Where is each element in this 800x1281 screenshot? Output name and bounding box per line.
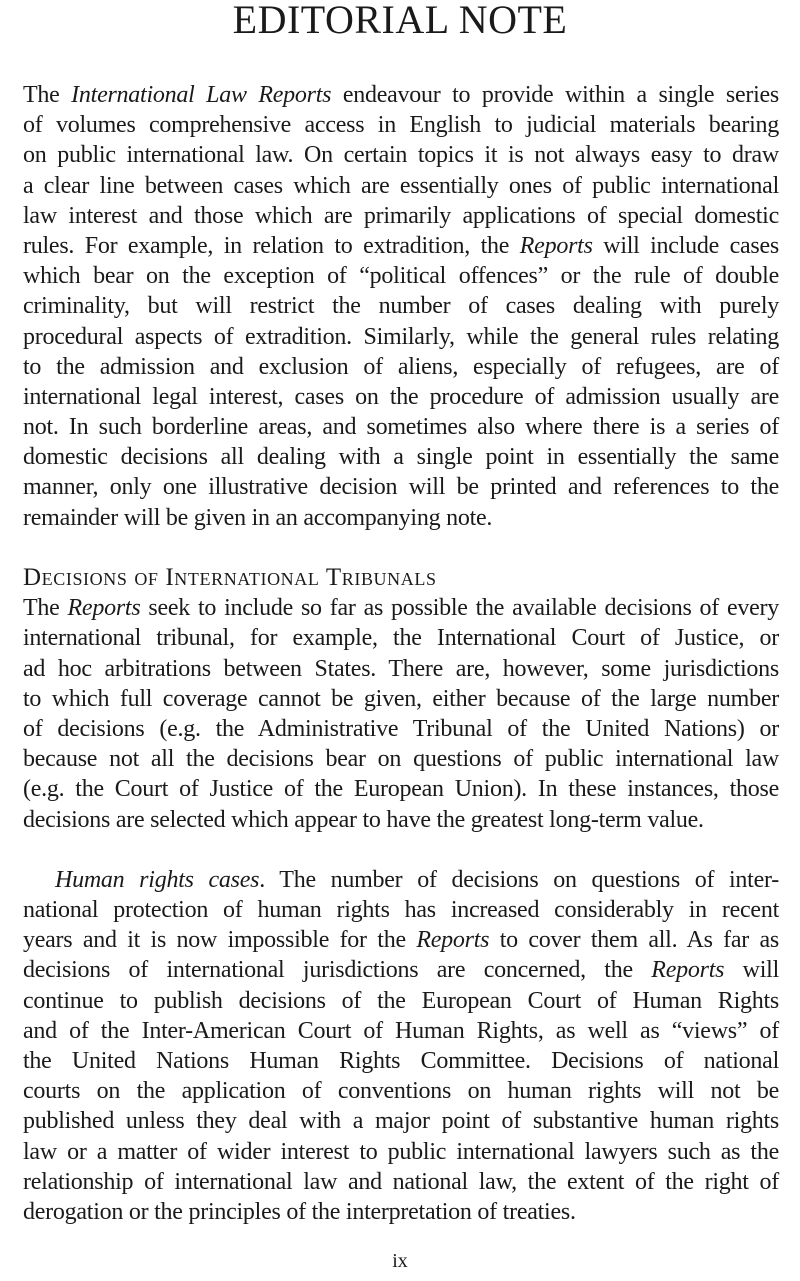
text-line <box>23 201 779 231</box>
page-title: EDITORIAL NOTE <box>232 0 568 42</box>
text-segment: will <box>724 957 779 984</box>
text-line <box>23 291 779 321</box>
text-segment: manner, only one illustrative decision will be printed and references to the <box>23 474 779 501</box>
text-line <box>23 472 779 502</box>
text-line <box>23 442 779 472</box>
text-line <box>23 774 779 804</box>
section-heading: Decisions of International Tribunals <box>23 564 437 591</box>
text-line <box>23 744 779 774</box>
text-segment: to cover them all. As far as <box>489 927 779 954</box>
text-segment: domestic decisions all dealing with a single point in essentially the same <box>23 444 779 471</box>
text-line <box>23 412 779 442</box>
text-segment: ad hoc arbitrations between States. There are, however, some jurisdictions <box>23 655 779 682</box>
text-segment: to which full coverage cannot be given, either because of the large number <box>23 685 779 712</box>
spacer <box>23 835 779 865</box>
text-line <box>23 1046 779 1076</box>
text-line <box>23 261 779 291</box>
text-segment: seek to include so far as possible the available decisions of every <box>140 595 779 622</box>
italic-text: Reports <box>416 927 490 954</box>
text-line <box>23 382 779 412</box>
text-segment: criminality, but will restrict the number of cases dealing with purely <box>23 293 779 320</box>
text-segment: law or a matter of wider interest to public international lawyers such as the <box>23 1138 779 1165</box>
text-segment: rules. For example, in relation to extradition, the <box>23 232 520 259</box>
text-segment: derogation or the principles of the interpretation of treaties. <box>23 1198 576 1225</box>
text-segment: The <box>23 595 68 622</box>
italic-text: Reports <box>519 232 593 259</box>
text-line <box>23 140 779 170</box>
text-segment: a clear line between cases which are essentially ones of public international <box>23 172 779 199</box>
text-line <box>23 623 779 653</box>
text-line <box>23 895 779 925</box>
text-segment: national protection of human rights has increased considerably in recent <box>23 897 779 924</box>
text-line <box>23 1197 779 1227</box>
text-segment: published unless they deal with a major point of substantive human rights <box>23 1108 779 1135</box>
text-line <box>23 110 779 140</box>
text-line <box>23 1076 779 1106</box>
text-segment: law interest and those which are primarily applications of special domestic <box>23 202 779 229</box>
text-line <box>23 1167 779 1197</box>
text-segment: will include cases <box>592 232 779 259</box>
text-line <box>23 654 779 684</box>
italic-text: Reports <box>651 957 725 984</box>
text-line <box>23 865 779 895</box>
text-segment: and of the Inter-American Court of Human Rights, as well as “views” of <box>23 1017 779 1044</box>
text-segment: continue to publish decisions of the European Court of Human Rights <box>23 987 779 1014</box>
text-line <box>23 1137 779 1167</box>
spacer <box>23 533 779 563</box>
text-segment: international tribunal, for example, the International Court of Justice, or <box>23 625 779 652</box>
text-segment: years and it is now impossible for the <box>23 927 417 954</box>
text-line <box>23 986 779 1016</box>
text-segment: courts on the application of conventions on human rights will not be <box>23 1078 779 1105</box>
text-segment: not. In such borderline areas, and sometimes also where there is a series of <box>23 414 779 441</box>
text-line <box>23 80 779 110</box>
text-line <box>23 1016 779 1046</box>
text-segment: because not all the decisions bear on questions of public international law <box>23 746 779 773</box>
text-segment: international legal interest, cases on the procedure of admission usually are <box>23 383 779 410</box>
text-segment: which bear on the exception of “political offences” or the rule of double <box>23 263 779 290</box>
text-line <box>23 1106 779 1136</box>
paragraph <box>23 593 779 835</box>
text-line <box>23 503 779 533</box>
text-line <box>23 805 779 835</box>
text-segment: on public international law. On certain topics it is not always easy to draw <box>23 142 779 169</box>
page-number: ix <box>392 1250 408 1272</box>
text-segment: the United Nations Human Rights Committee. Decisions of national <box>23 1048 779 1074</box>
text-segment: of volumes comprehensive access in English to judicial materials bearing <box>23 112 779 139</box>
italic-text: International Law Reports <box>71 82 332 108</box>
document-body <box>23 80 779 1227</box>
text-segment: The <box>23 82 72 108</box>
italic-text: Reports <box>67 595 141 622</box>
text-line <box>23 171 779 201</box>
text-segment: relationship of international law and national law, the extent of the right of <box>23 1168 779 1195</box>
text-line <box>23 925 779 955</box>
text-segment: decisions of international jurisdictions are concerned, the <box>23 957 652 984</box>
text-segment: (e.g. the Court of Justice of the European Union). In these instances, those <box>23 776 779 803</box>
text-line <box>23 714 779 744</box>
text-segment: procedural aspects of extradition. Similarly, while the general rules relating <box>23 323 779 350</box>
text-segment: endeavour to provide within a single series <box>331 82 780 108</box>
paragraph <box>23 865 779 1227</box>
text-segment: to the admission and exclusion of aliens, especially of refugees, are of <box>23 353 779 380</box>
paragraph <box>23 80 779 533</box>
text-segment: of decisions (e.g. the Administrative Tribunal of the United Nations) or <box>23 715 779 742</box>
text-line <box>23 231 779 261</box>
text-line <box>23 322 779 352</box>
text-line <box>23 955 779 985</box>
text-segment: decisions are selected which appear to have the greatest long-term value. <box>23 806 704 833</box>
italic-text: Human rights cases <box>55 866 260 893</box>
text-segment: remainder will be given in an accompanying note. <box>23 504 493 531</box>
text-line <box>23 684 779 714</box>
text-line <box>23 593 779 623</box>
text-line <box>23 352 779 382</box>
text-segment: . The number of decisions on questions of inter- <box>259 866 779 893</box>
